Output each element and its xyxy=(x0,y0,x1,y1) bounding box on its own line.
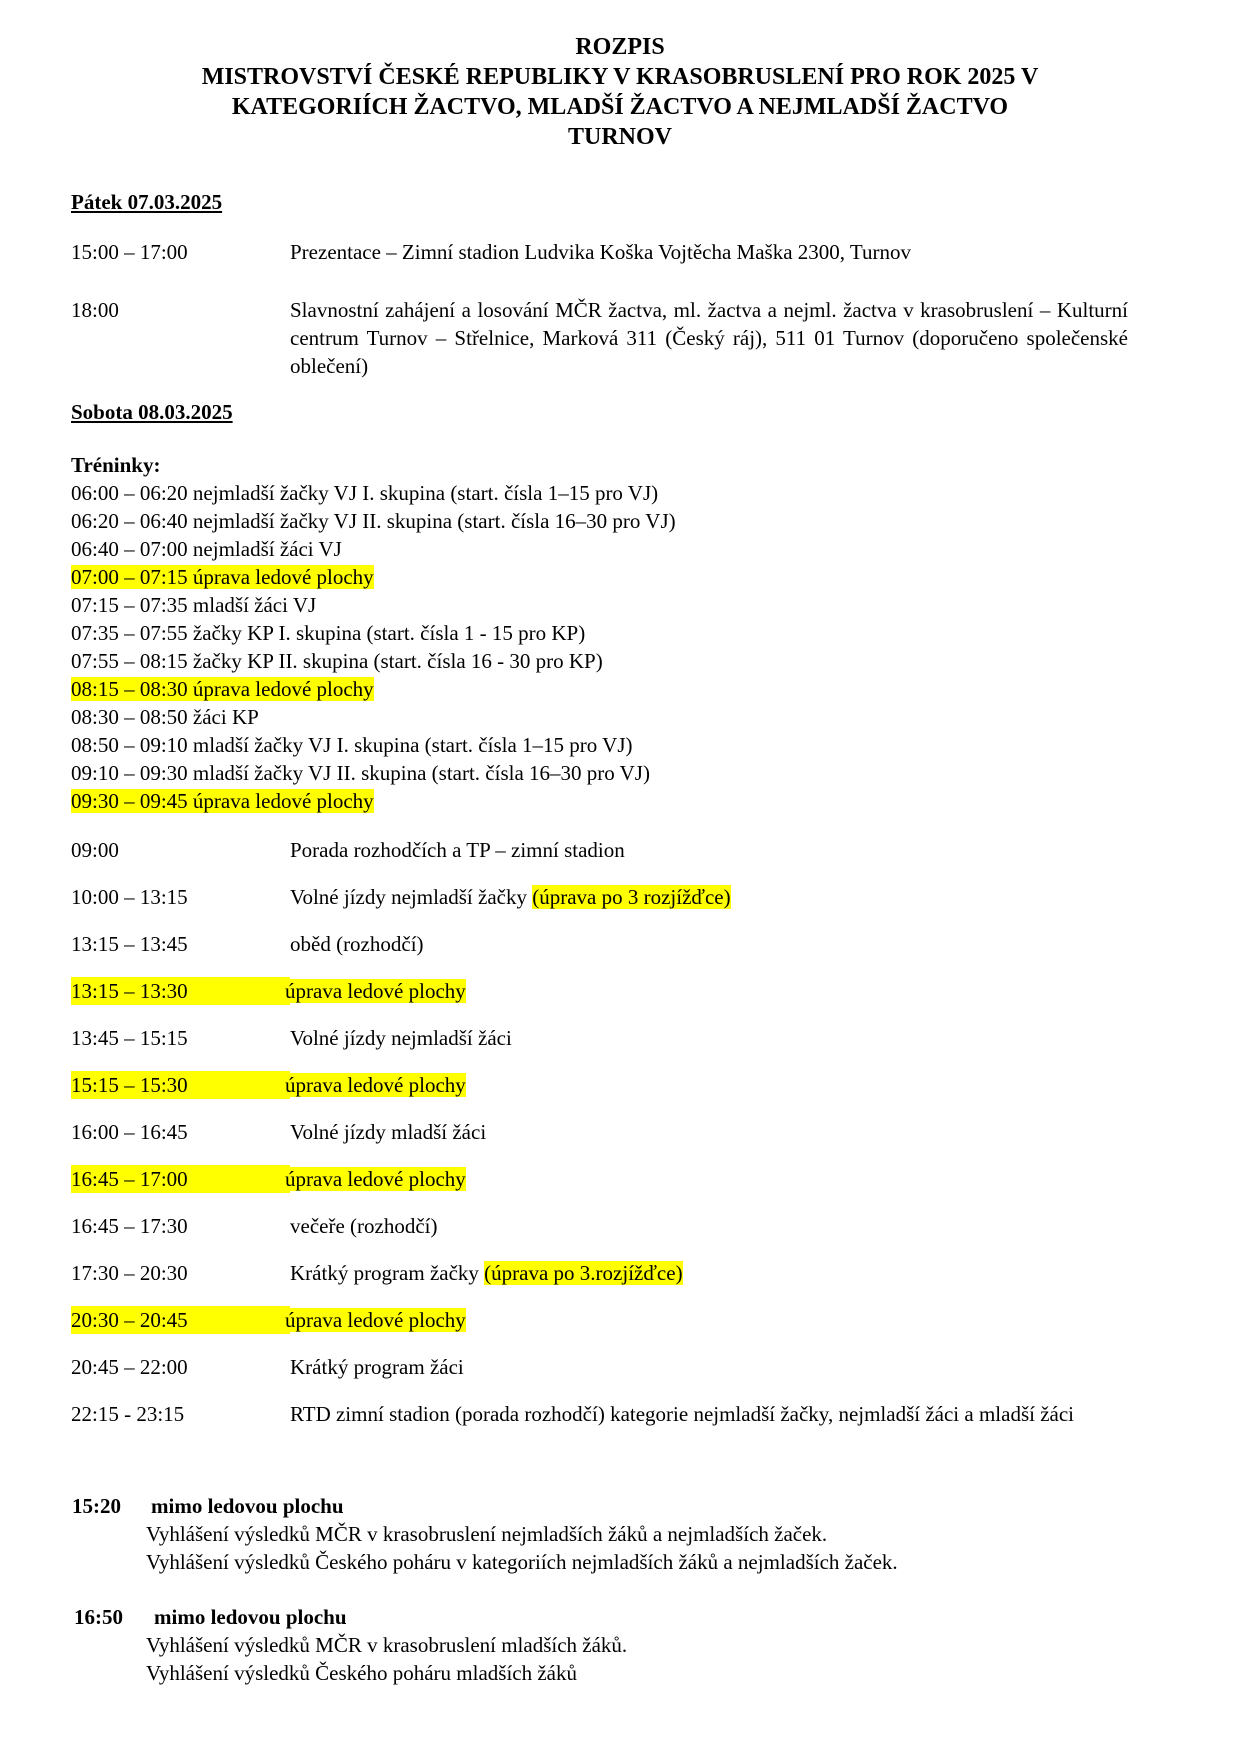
training-row xyxy=(71,563,374,591)
announcement-1-line-2: Vyhlášení výsledků Českého poháru v kategoriích nejmladších žáků a nejmladších žaček. xyxy=(146,1550,898,1574)
schedule-text xyxy=(290,1353,464,1381)
schedule-text-main: úprava ledové plochy xyxy=(285,1073,466,1097)
training-row xyxy=(71,647,603,675)
schedule-text xyxy=(290,1400,1110,1428)
training-row xyxy=(71,507,676,535)
schedule-note: (úprava po 3 rozjížďce) xyxy=(532,885,731,909)
schedule-text-main: oběd (rozhodčí) xyxy=(290,932,424,956)
document-title xyxy=(0,32,1240,152)
schedule-time xyxy=(71,1071,290,1099)
announcement-1-line-1: Vyhlášení výsledků MČR v krasobruslení nejmladších žáků a nejmladších žaček. xyxy=(146,1522,828,1546)
schedule-time-text: 20:45 – 22:00 xyxy=(71,1355,188,1379)
schedule-text-main: Volné jízdy mladší žáci xyxy=(290,1120,487,1144)
schedule-text-main: Krátký program žačky xyxy=(290,1261,485,1285)
training-text: 07:15 – 07:35 mladší žáci VJ xyxy=(71,593,317,617)
training-row xyxy=(71,731,632,759)
training-row xyxy=(71,675,374,703)
training-text: 09:10 – 09:30 mladší žačky VJ II. skupina (start. čísla 16–30 pro VJ) xyxy=(71,761,650,785)
schedule-time xyxy=(71,977,290,1005)
training-row xyxy=(71,535,342,563)
training-text: 09:30 – 09:45 úprava ledové plochy xyxy=(71,789,374,813)
schedule-text xyxy=(290,883,731,911)
title-line-2: MISTROVSTVÍ ČESKÉ REPUBLIKY V KRASOBRUSLENÍ PRO ROK 2025 V xyxy=(201,64,1039,90)
training-row xyxy=(71,759,650,787)
schedule-text xyxy=(290,1024,512,1052)
schedule-time xyxy=(71,1259,188,1287)
training-row xyxy=(71,703,259,731)
schedule-text-main: úprava ledové plochy xyxy=(285,979,466,1003)
schedule-text xyxy=(285,1165,466,1193)
schedule-time-text: 16:45 – 17:00 xyxy=(71,1165,290,1193)
schedule-text-main: Volné jízdy nejmladší žáci xyxy=(290,1026,512,1050)
training-text: 07:55 – 08:15 žačky KP II. skupina (start. čísla 16 - 30 pro KP) xyxy=(71,649,603,673)
schedule-time xyxy=(71,836,119,864)
schedule-time-text: 15:15 – 15:30 xyxy=(71,1071,290,1099)
training-text: 08:30 – 08:50 žáci KP xyxy=(71,705,259,729)
friday-time-2: 18:00 xyxy=(71,298,119,322)
schedule-text xyxy=(285,977,466,1005)
schedule-time-text: 13:15 – 13:30 xyxy=(71,977,290,1005)
schedule-text-main: úprava ledové plochy xyxy=(285,1167,466,1191)
training-row xyxy=(71,787,374,815)
schedule-time-text: 09:00 xyxy=(71,838,119,862)
schedule-time-text: 16:00 – 16:45 xyxy=(71,1120,188,1144)
training-text: 06:20 – 06:40 nejmladší žačky VJ II. skupina (start. čísla 16–30 pro VJ) xyxy=(71,509,676,533)
training-text: 08:15 – 08:30 úprava ledové plochy xyxy=(71,677,374,701)
schedule-time-text: 13:45 – 15:15 xyxy=(71,1026,188,1050)
schedule-text-main: Krátký program žáci xyxy=(290,1355,464,1379)
schedule-time xyxy=(71,930,188,958)
schedule-time xyxy=(71,1212,188,1240)
training-text: 06:40 – 07:00 nejmladší žáci VJ xyxy=(71,537,342,561)
schedule-text xyxy=(290,930,424,958)
announcement-2-line-1: Vyhlášení výsledků MČR v krasobruslení mladších žáků. xyxy=(146,1633,628,1657)
schedule-time xyxy=(71,1400,184,1428)
trainings-heading: Tréninky: xyxy=(71,453,161,477)
schedule-text-main: RTD zimní stadion (porada rozhodčí) kategorie nejmladší žačky, nejmladší žáci a mladší žáci xyxy=(290,1402,1075,1426)
schedule-time xyxy=(71,883,188,911)
schedule-time xyxy=(71,1165,290,1193)
schedule-time-text: 10:00 – 13:15 xyxy=(71,885,188,909)
announcement-2-line-2: Vyhlášení výsledků Českého poháru mladších žáků xyxy=(146,1661,577,1685)
schedule-time-text: 17:30 – 20:30 xyxy=(71,1261,188,1285)
training-text: 06:00 – 06:20 nejmladší žačky VJ I. skupina (start. čísla 1–15 pro VJ) xyxy=(71,481,659,505)
schedule-time xyxy=(71,1024,188,1052)
schedule-text xyxy=(285,1071,466,1099)
title-line-3: KATEGORIÍCH ŽACTVO, MLADŠÍ ŽACTVO A NEJMLADŠÍ ŽACTVO xyxy=(231,94,1009,120)
schedule-text xyxy=(290,1259,683,1287)
announcement-1-time: 15:20 xyxy=(72,1494,121,1518)
training-text: 08:50 – 09:10 mladší žačky VJ I. skupina (start. čísla 1–15 pro VJ) xyxy=(71,733,633,757)
schedule-text xyxy=(290,1212,437,1240)
friday-time-1: 15:00 – 17:00 xyxy=(71,240,188,264)
title-line-4: TURNOV xyxy=(567,124,672,150)
day-heading-saturday: Sobota 08.03.2025 xyxy=(71,400,233,424)
training-row xyxy=(71,591,316,619)
schedule-text-main: Volné jízdy nejmladší žačky xyxy=(290,885,533,909)
schedule-time-text: 20:30 – 20:45 xyxy=(71,1306,290,1334)
training-text: 07:00 – 07:15 úprava ledové plochy xyxy=(71,565,374,589)
schedule-text xyxy=(290,836,625,864)
schedule-time-text: 13:15 – 13:45 xyxy=(71,932,188,956)
announcement-2-time: 16:50 xyxy=(74,1605,123,1629)
announcement-1-title: mimo ledovou plochu xyxy=(151,1494,344,1518)
day-heading-friday: Pátek 07.03.2025 xyxy=(71,190,223,214)
training-row xyxy=(71,479,658,507)
schedule-time-text: 22:15 - 23:15 xyxy=(71,1402,185,1426)
title-line-1: ROZPIS xyxy=(575,34,665,60)
friday-text-1: Prezentace – Zimní stadion Ludvika Koška Vojtěcha Maška 2300, Turnov xyxy=(290,240,911,264)
schedule-time xyxy=(71,1306,290,1334)
training-row xyxy=(71,619,585,647)
training-text: 07:35 – 07:55 žačky KP I. skupina (start. čísla 1 - 15 pro KP) xyxy=(71,621,586,645)
schedule-text xyxy=(290,1118,486,1146)
schedule-time xyxy=(71,1353,188,1381)
schedule-time xyxy=(71,1118,188,1146)
schedule-text-main: Porada rozhodčích a TP – zimní stadion xyxy=(290,838,625,862)
announcement-2-title: mimo ledovou plochu xyxy=(154,1605,347,1629)
schedule-time-text: 16:45 – 17:30 xyxy=(71,1214,188,1238)
schedule-text xyxy=(285,1306,466,1334)
schedule-note: (úprava po 3.rozjížďce) xyxy=(484,1261,683,1285)
schedule-text-main: večeře (rozhodčí) xyxy=(290,1214,438,1238)
friday-text-2: Slavnostní zahájení a losování MČR žactva, ml. žactva a nejml. žactva v krasobruslení – Kulturní centrum Turnov – Střelnice, Marková 311 (Český ráj), 511 01 Turnov (doporučeno společenské oblečení) xyxy=(290,298,1128,378)
schedule-text-main: úprava ledové plochy xyxy=(285,1308,466,1332)
